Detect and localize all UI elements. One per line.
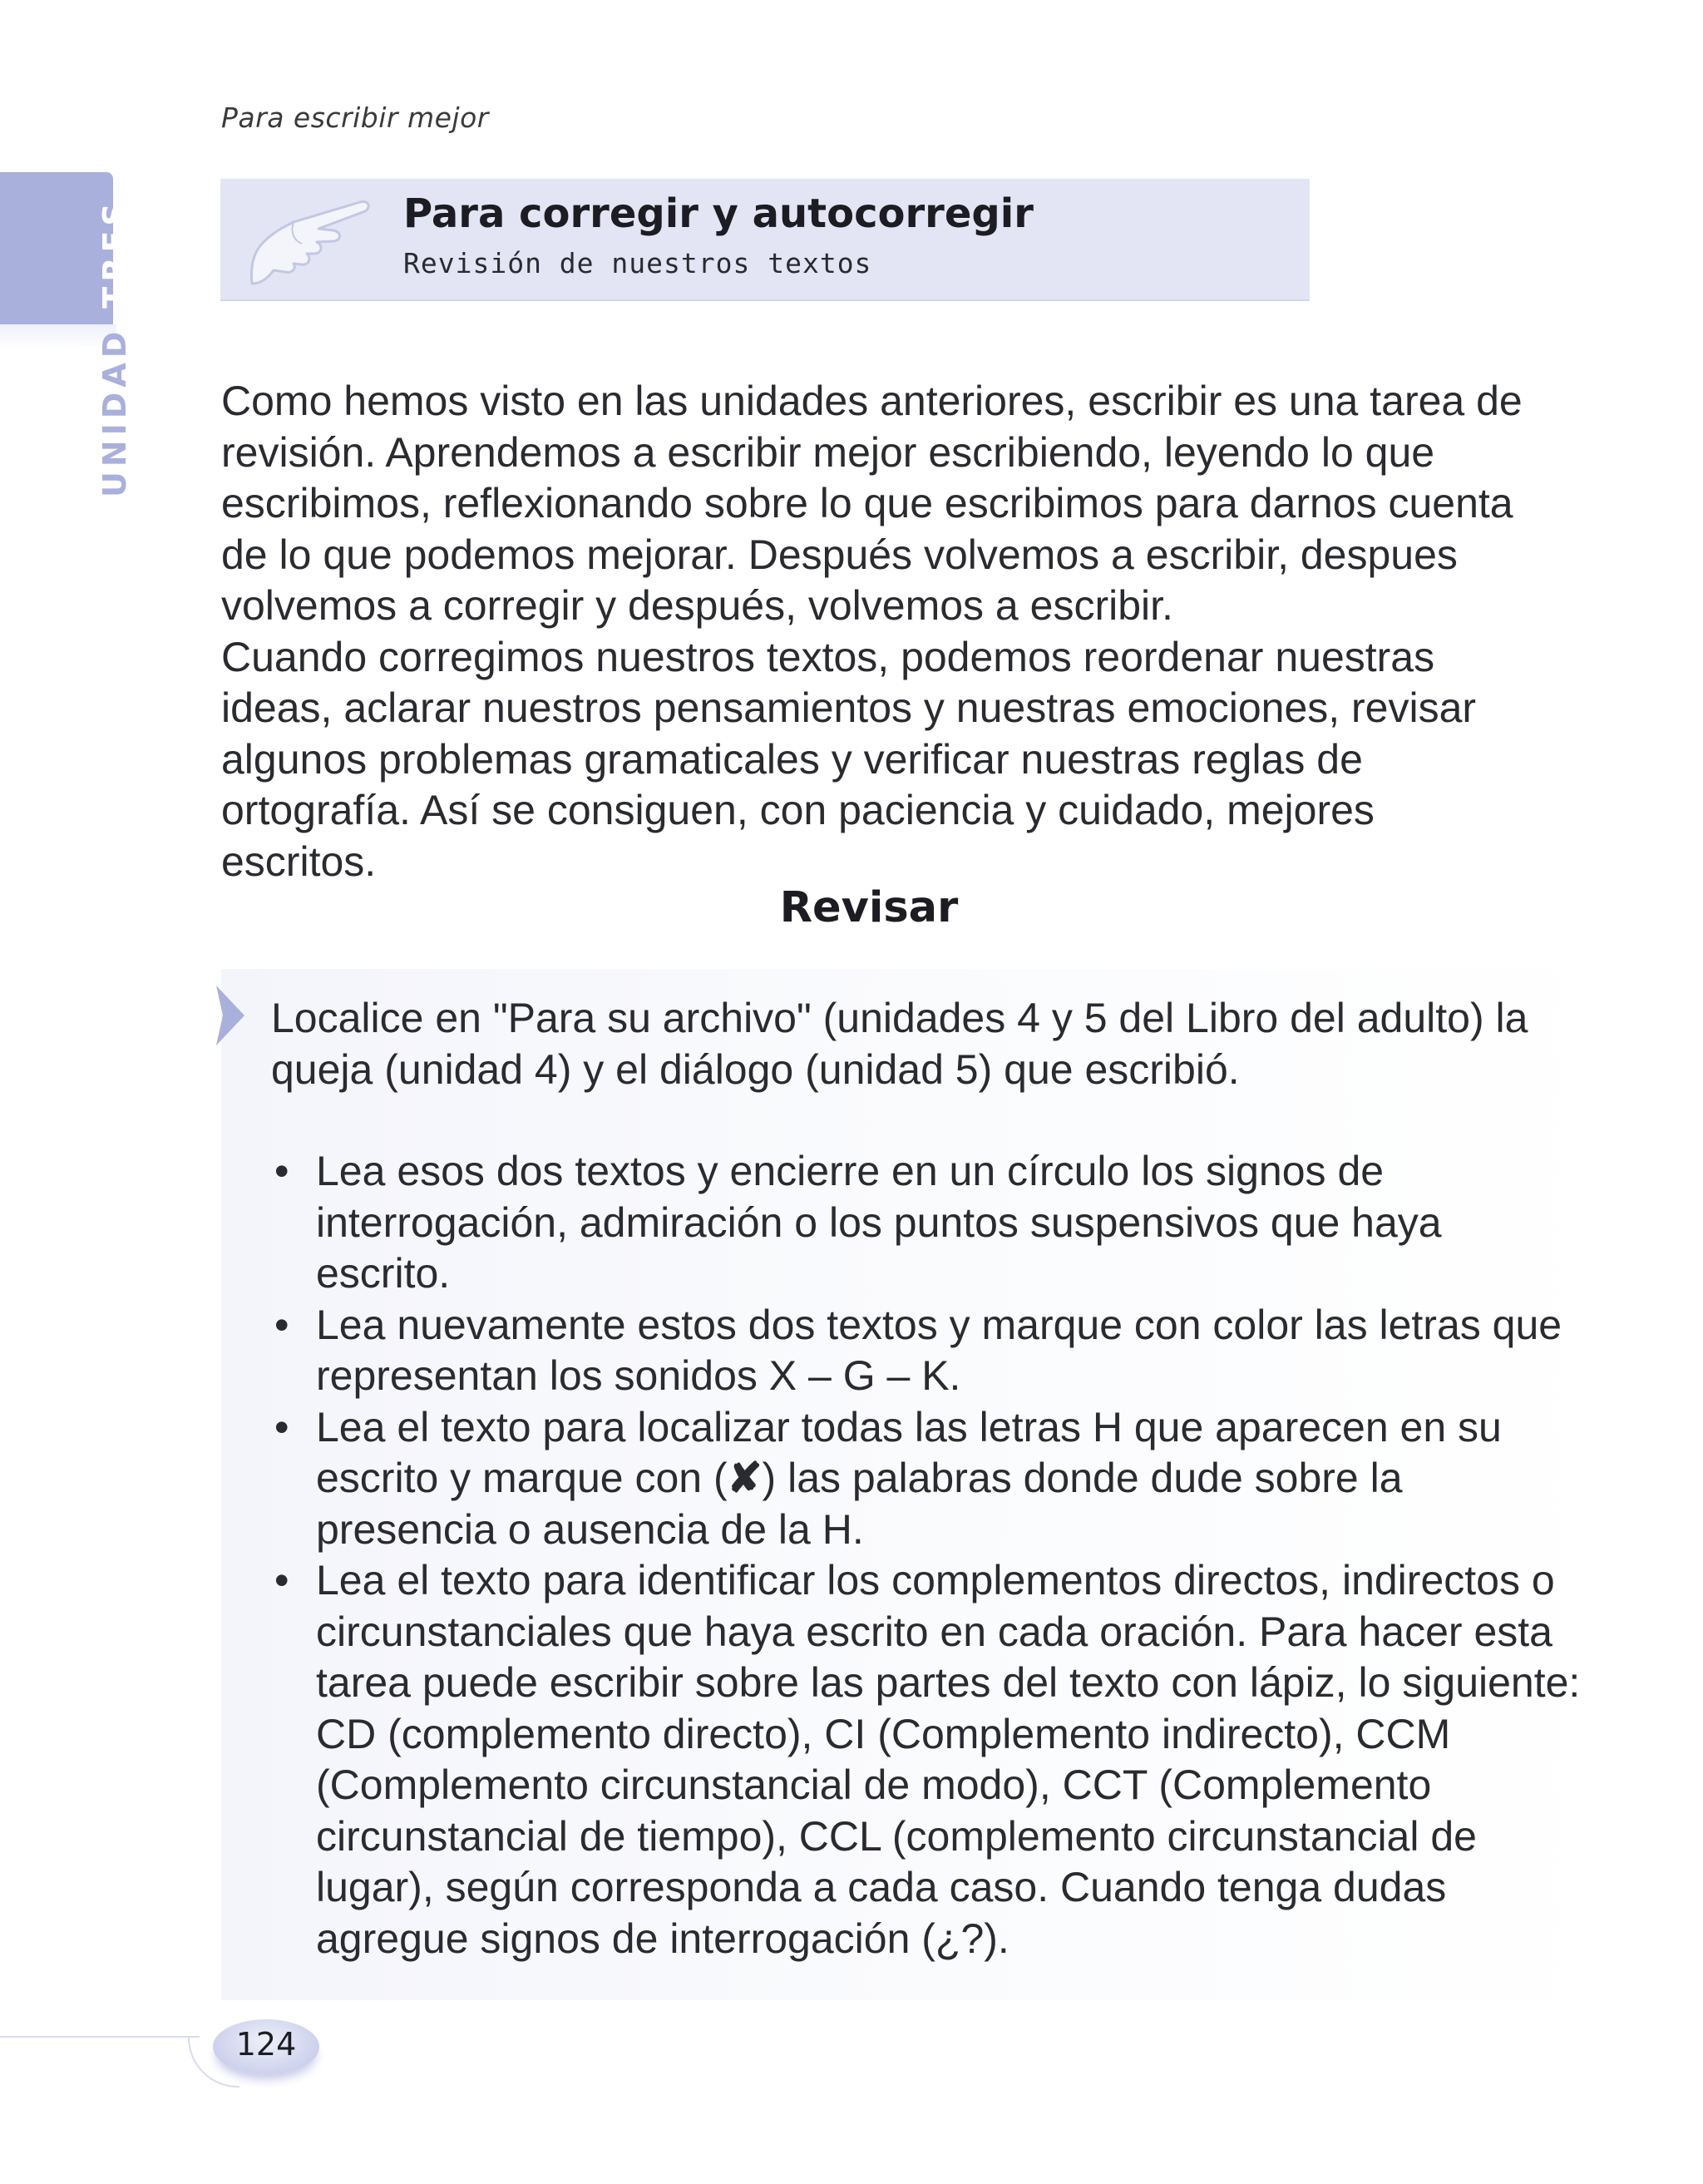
bullet-icon: • — [274, 1557, 289, 1603]
list-item-text: Lea el texto para identificar los complementos directos, indirectos o circunstanciales que haya escrito en cada oración. Para hacer esta tarea puede escribir sobre las partes del texto con lápiz, lo siguiente: CD (complemento directo), CI (Complemento indirecto), CCM (Complemento circunstancial de modo), CCT (Complemento circunstancial de tiempo), CCL (complemento circunstancial de lugar), según corresponda a cada caso. Cuando tenga dudas agregue signos de interrogación (¿?). — [316, 1557, 1581, 1962]
intro-text — [221, 376, 1535, 887]
arrow-marker-icon — [216, 986, 244, 1045]
unit-number: TRES — [96, 198, 133, 309]
footer-rule — [0, 2036, 200, 2038]
section-heading-text: Revisar — [779, 883, 959, 932]
intro-paragraph: Cuando corregimos nuestros textos, podemos reordenar nuestras ideas, aclarar nuestros pensamientos y nuestras emociones, revisar algunos problemas gramaticales y verificar nuestras reglas de ortografía. Así se consiguen, con paciencia y cuidado, mejores escritos. — [221, 633, 1477, 885]
instruction-text: Localice en "Para su archivo" (unidades 4 y 5 del Libro del adulto) la queja (unidad 4) y el diálogo (unidad 5) que escribió. — [271, 995, 1528, 1093]
x-mark-icon: ✘ — [727, 1455, 763, 1501]
unit-side-label — [96, 198, 133, 497]
list-item — [271, 1402, 1585, 1556]
list-item-text-part: Lea el texto para localizar todas las letras H que aparecen en su escrito y marque con ( — [316, 1403, 1502, 1501]
list-item-text: Lea nuevamente estos dos textos y marque con color las letras que representan los sonidos X – G – K. — [316, 1301, 1562, 1399]
list-item — [271, 1300, 1585, 1402]
checklist — [271, 1146, 1585, 1964]
title-banner — [220, 179, 1310, 301]
page-number: 124 — [235, 2026, 297, 2063]
list-item — [271, 1146, 1585, 1300]
list-item-text: Lea esos dos textos y encierre en un círculo los signos de interrogación, admiración o los puntos suspensivos que haya escrito. — [316, 1148, 1442, 1297]
bullet-icon: • — [274, 1403, 289, 1450]
banner-subtitle: Revisión de nuestros textos — [403, 247, 872, 279]
list-item-text-part: ) las palabras donde dude sobre la presencia o ausencia de la H. — [316, 1455, 1403, 1553]
intro-paragraph: Como hemos visto en las unidades anteriores, escribir es una tarea de revisión. Aprendemos a escribir mejor escribiendo, leyendo lo que escribimos, reflexionando sobre lo que escribimos para darnos cuenta de lo que podemos mejorar. Después volvemos a escribir, despues volvemos a corregir y después, volvemos a escribir. — [221, 378, 1523, 629]
list-item — [271, 1555, 1585, 1964]
banner-title: Para corregir y autocorregir — [403, 190, 1034, 237]
bullet-icon: • — [274, 1301, 289, 1348]
section-heading — [0, 883, 1703, 932]
unit-label: UNIDAD — [96, 326, 133, 497]
list-item-text — [316, 1404, 1502, 1553]
bullet-icon: • — [274, 1148, 289, 1194]
pointing-hand-icon — [235, 185, 377, 294]
running-header: Para escribir mejor — [221, 101, 489, 134]
